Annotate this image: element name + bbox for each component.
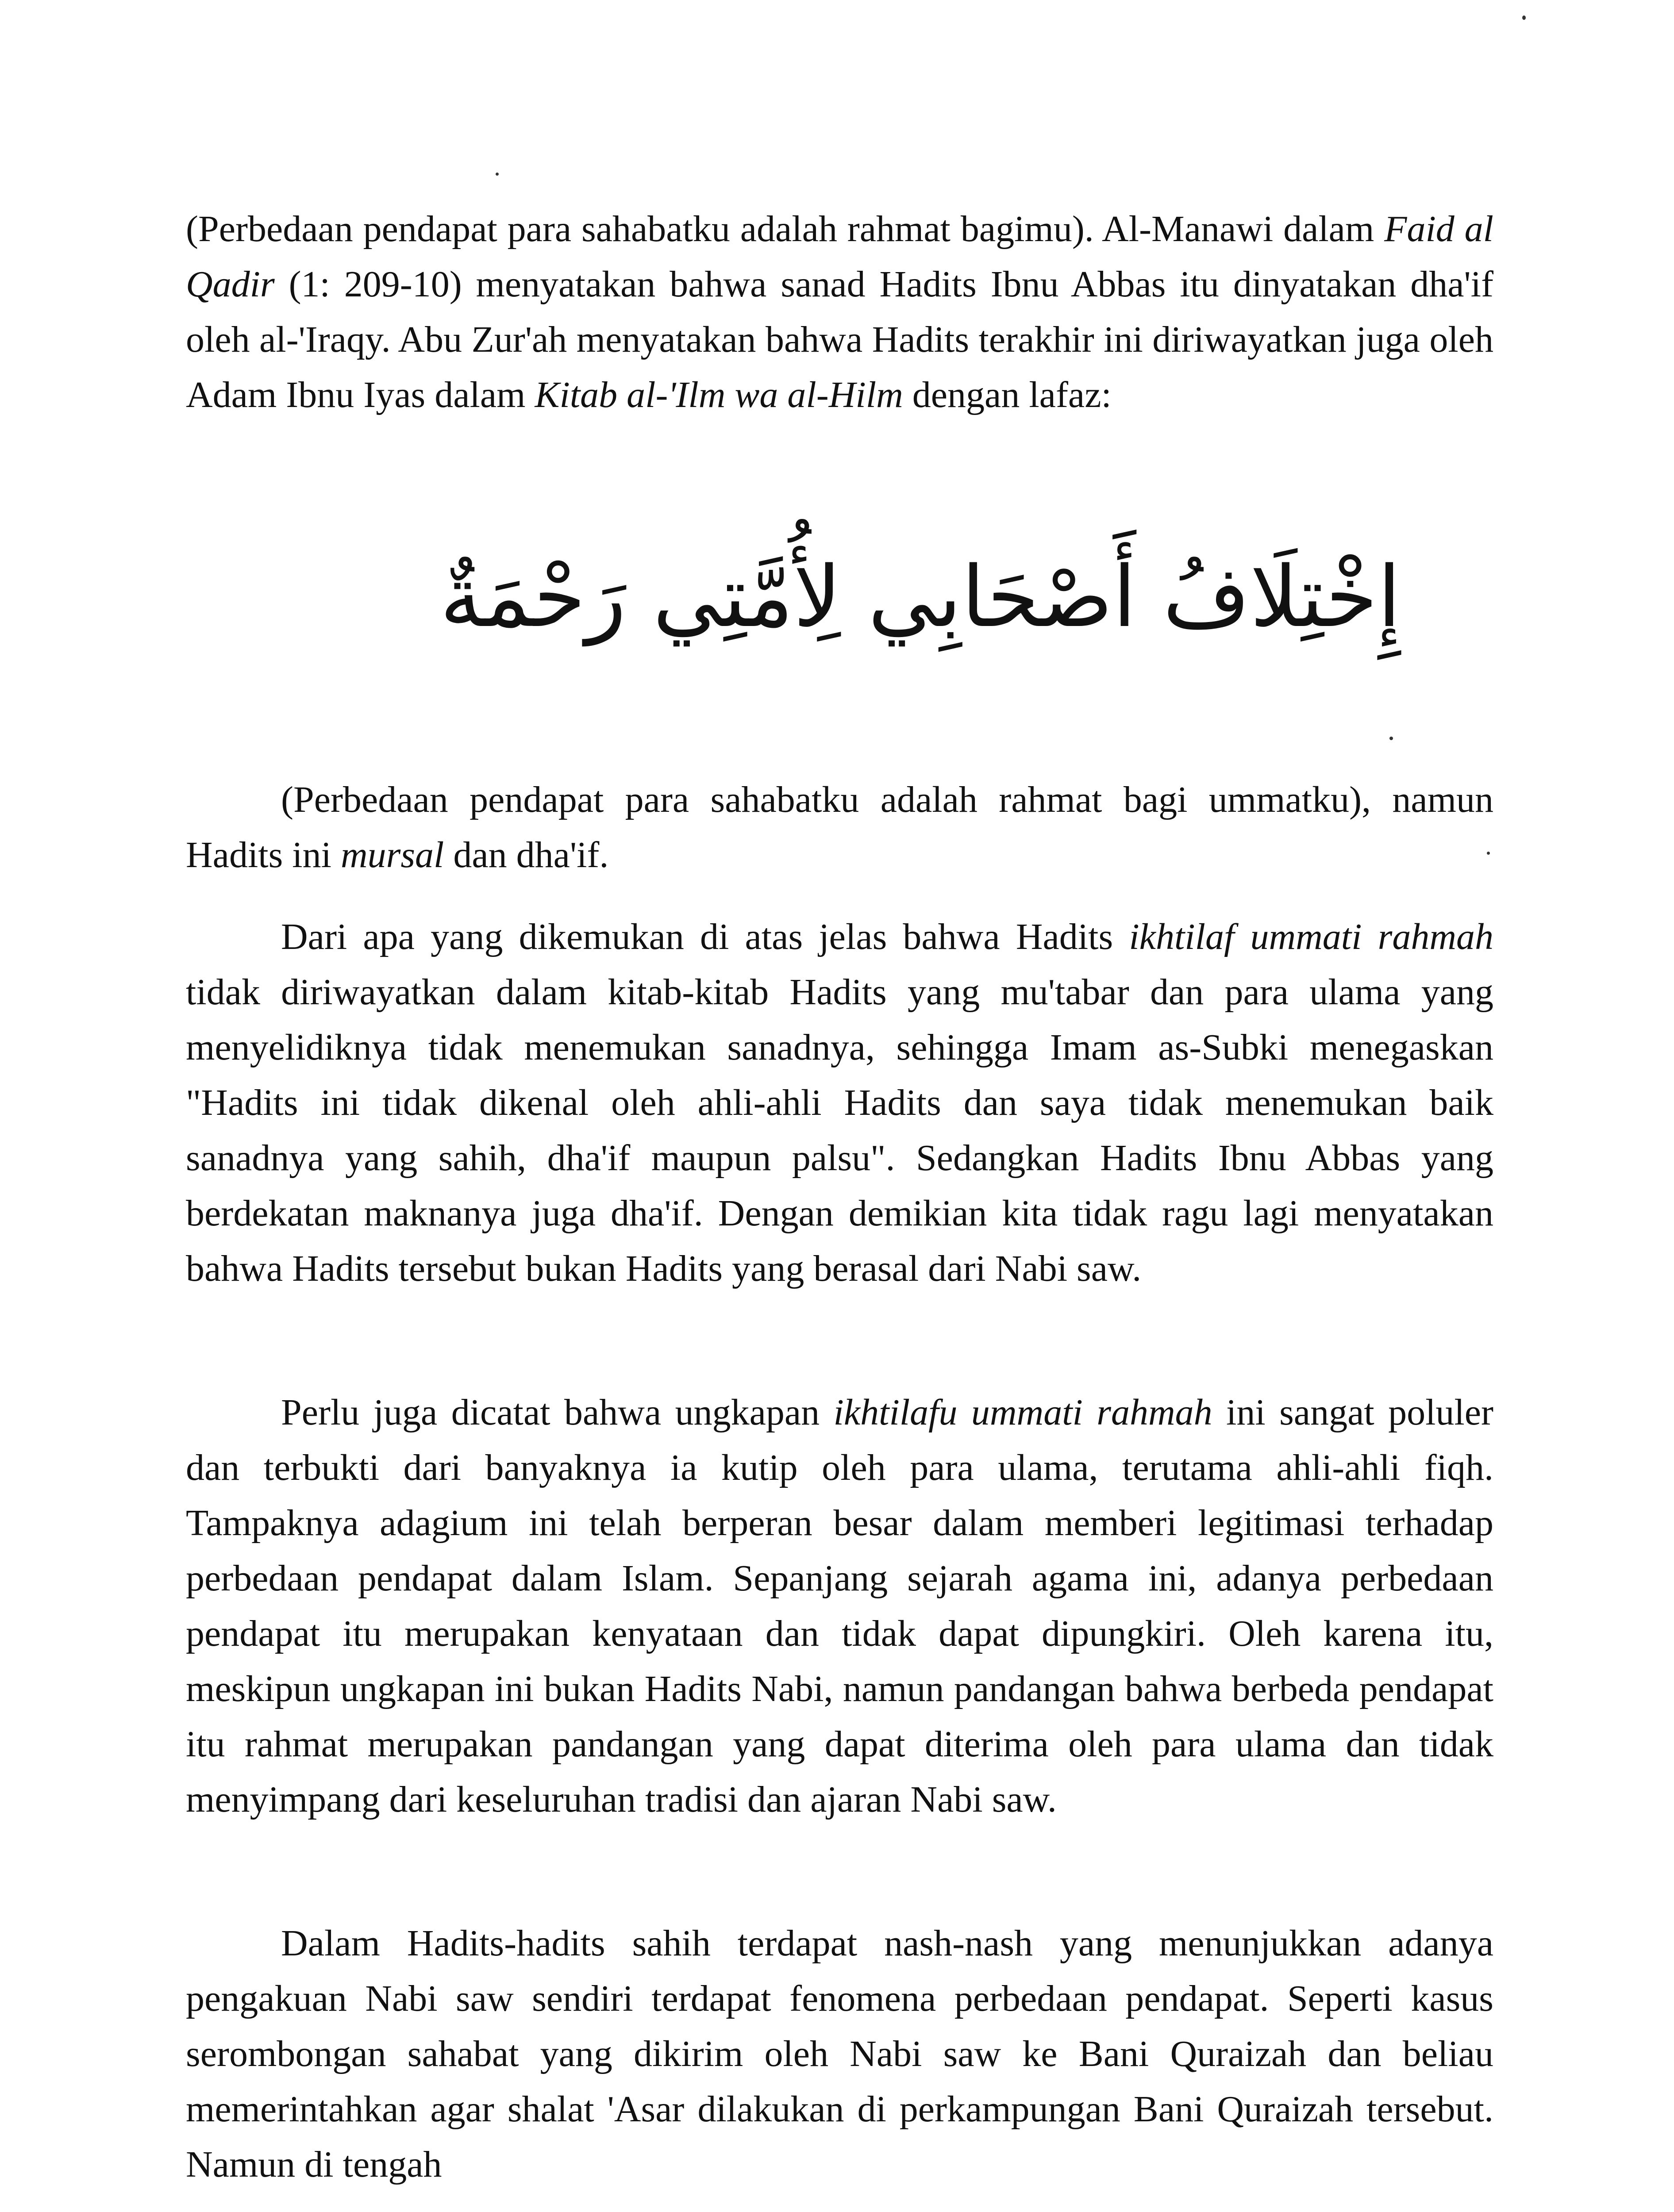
- scan-speck: [1389, 737, 1393, 740]
- paragraph-3-text: [186, 909, 1493, 1296]
- paragraph-4-text-1: Perlu juga dicatat bahwa ungkapan: [281, 1392, 834, 1433]
- term-ikhtilafu-ummati-rahmah: ikhtilafu ummati rahmah: [833, 1392, 1212, 1433]
- paragraph-1: [186, 201, 1493, 422]
- paragraph-3: [186, 909, 1493, 1296]
- paragraph-1-text-2: (1: 209-10) menyatakan bahwa sanad Hadits Ibnu Abbas itu dinyatakan dha'if oleh al-'Iraqy. Abu Zur'ah menyatakan bahwa Hadits terakhir ini diriwayatkan juga oleh Adam Ibnu Iyas dalam: [186, 264, 1493, 415]
- paragraph-3-text-2: tidak diriwayatkan dalam kitab-kitab Hadits yang mu'tabar dan para ulama yang menyelidiknya tidak menemukan sanadnya, sehingga Imam as-Subki menegaskan "Hadits ini tidak dikenal oleh ahli-ahli Hadits dan saya tidak menemukan baik sanadnya yang sahih, dha'if maupun palsu". Sedangkan Hadits Ibnu Abbas yang berdekatan maknanya juga dha'if. Dengan demikian kita tidak ragu lagi menyatakan bahwa Hadits tersebut bukan Hadits yang berasal dari Nabi saw.: [186, 972, 1493, 1289]
- paragraph-1-text: [186, 201, 1493, 422]
- book-title-faid-al-qadir: Faid al Qadir: [186, 208, 1493, 305]
- paragraph-4-text: [186, 1385, 1493, 1827]
- term-mursal: mursal: [341, 834, 444, 876]
- paragraph-3-text-1: Dari apa yang dikemukan di atas jelas bahwa Hadits: [281, 916, 1129, 957]
- paragraph-1-text-1: (Perbedaan pendapat para sahabatku adalah rahmat bagimu). Al-Manawi dalam: [186, 208, 1385, 250]
- book-title-kitab-al-ilm: Kitab al-'Ilm wa al-Hilm: [535, 374, 903, 415]
- paragraph-2-text-1: (Perbedaan pendapat para sahabatku adalah rahmat bagi ummatku), namun Hadits ini: [186, 779, 1493, 876]
- paragraph-2-text-2: dan dha'if.: [444, 834, 609, 876]
- paragraph-5: [186, 1916, 1493, 2192]
- paragraph-5-text-1: Dalam Hadits-hadits sahih terdapat nash-nash yang menunjukkan adanya pengakuan Nabi saw sendiri terdapat fenomena perbedaan pendapat. Seperti kasus serombongan sahabat yang dikirim oleh Nabi saw ke Bani Quraizah dan beliau memerintahkan agar shalat 'Asar dilakukan di perkampungan Bani Quraizah tersebut. Namun di tengah: [186, 1923, 1493, 2185]
- paragraph-2: [186, 772, 1493, 883]
- scan-speck: [1522, 15, 1526, 20]
- scan-speck: [1487, 852, 1490, 855]
- arabic-quote: إِخْتِلَافُ أَصْحَابِي لِأُمَّتِي رَحْمَةٌ: [440, 548, 1401, 646]
- paragraph-2-text: [186, 772, 1493, 883]
- scan-speck: [496, 173, 499, 176]
- paragraph-4: [186, 1385, 1493, 1827]
- paragraph-4-text-2: ini sangat poluler dan terbukti dari banyaknya ia kutip oleh para ulama, terutama ahli-ahli fiqh. Tampaknya adagium ini telah berperan besar dalam memberi legitimasi terhadap perbedaan pendapat dalam Islam. Sepanjang sejarah agama ini, adanya perbedaan pendapat itu merupakan kenyataan dan tidak dapat dipungkiri. Oleh karena itu, meskipun ungkapan ini bukan Hadits Nabi, namun pandangan bahwa berbeda pendapat itu rahmat merupakan pandangan yang dapat diterima oleh para ulama dan tidak menyimpang dari keseluruhan tradisi dan ajaran Nabi saw.: [186, 1392, 1494, 1820]
- paragraph-1-text-3: dengan lafaz:: [903, 374, 1112, 415]
- term-ikhtilaf-ummati-rahmah: ikhtilaf ummati rahmah: [1129, 916, 1494, 957]
- paragraph-5-text: [186, 1916, 1493, 2192]
